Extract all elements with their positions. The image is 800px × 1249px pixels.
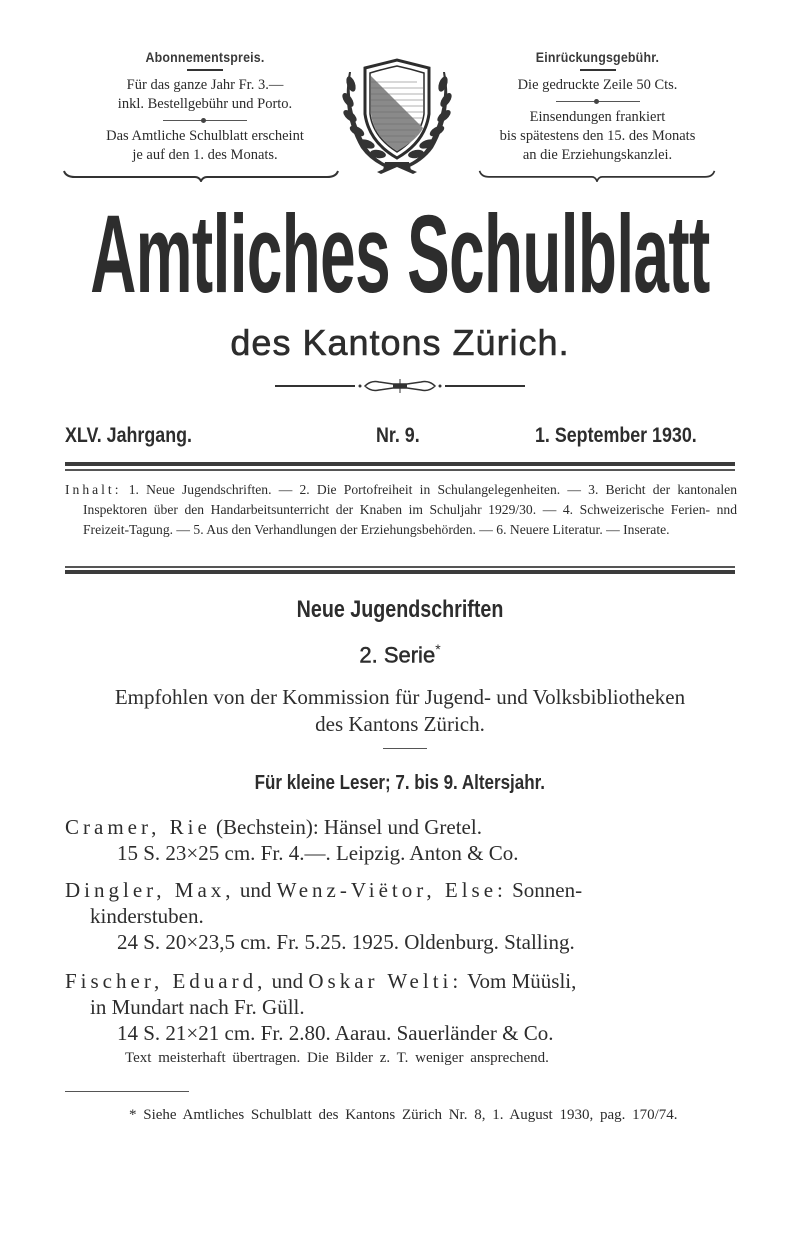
insertion-fee-line: bis spätestens den 15. des Monats bbox=[499, 127, 696, 144]
entry-title: Vom Müüsli, bbox=[462, 969, 577, 993]
entry-title: (Bechstein): Hänsel und Gretel. bbox=[210, 815, 482, 839]
footnote-marker: * bbox=[435, 641, 441, 657]
double-rule-bottom-thin bbox=[65, 566, 735, 568]
insertion-fee-line: an die Erziehungskanzlei. bbox=[522, 146, 673, 163]
book-entry: Fischer, Eduard, und Oskar Welti: Vom Müüsli, in Mundart nach Fr. Güll. 14 S. 21×21 cm. Fr. 2.80. Aarau. Sauerländer & Co. Text meisterhaft übertragen. Die Bilder z. T. weniger ansprechend. bbox=[65, 968, 740, 1070]
entry-details: 14 S. 21×21 cm. Fr. 2.80. Aarau. Sauerländer & Co. bbox=[117, 1021, 554, 1045]
footnote: * Siehe Amtliches Schulblatt des Kantons Zürich Nr. 8, 1. August 1930, pag. 170/74. bbox=[129, 1107, 678, 1123]
article-series: 2. Serie* bbox=[359, 641, 441, 668]
subscription-line: Das Amtliche Schulblatt erscheint bbox=[106, 127, 304, 144]
divider bbox=[383, 748, 427, 749]
contents-label: Inhalt: bbox=[65, 482, 122, 497]
subscription-line: je auf den 1. des Monats. bbox=[132, 146, 278, 163]
recommendation-note: Empfohlen von der Kommission für Jugend- und Volksbibliotheken des Kantons Zürich. bbox=[114, 685, 686, 736]
contents-text: 1. Neue Jugendschriften. — 2. Die Portofreiheit in Schulangelegenheiten. — 3. Bericht der kantonalen Inspektoren über den Handarbeitsunterricht der Knaben im Schuljahr 1929/30. — 4. Schweizerische Ferien- nnd Freizeit-Tagung. — 5. Aus den Verhandlungen der Erziehungsbehörden. — 6. Neuere Literatur. — Inserate. bbox=[83, 482, 737, 537]
entry-author: Fischer, Eduard, bbox=[65, 969, 267, 993]
divider bbox=[580, 69, 616, 71]
ornament-divider bbox=[163, 120, 247, 121]
entry-author: Oskar Welti: bbox=[308, 969, 463, 993]
double-rule-bottom bbox=[65, 570, 735, 574]
entry-title-cont: kinderstuben. bbox=[90, 904, 204, 928]
entry-title: Sonnen- bbox=[506, 878, 583, 902]
entry-details: 15 S. 23×25 cm. Fr. 4.—. Leipzig. Anton & Co. bbox=[117, 841, 519, 865]
entry-title-cont: in Mundart nach Fr. Güll. bbox=[90, 995, 305, 1019]
double-rule-top bbox=[65, 462, 735, 466]
subscription-price-heading: Abonnementspreis. bbox=[145, 50, 265, 65]
entry-author: Dingler, Max, bbox=[65, 878, 235, 902]
insertion-fee-line: Einsendungen frankiert bbox=[529, 108, 666, 125]
issue-date: 1. September 1930. bbox=[535, 424, 697, 447]
table-of-contents bbox=[65, 480, 737, 540]
book-entry bbox=[65, 814, 740, 866]
entry-author: Wenz-Viëtor, Else: bbox=[276, 878, 507, 902]
brace-right bbox=[459, 170, 735, 182]
insertion-fee-box bbox=[450, 48, 745, 165]
flourish-ornament-icon bbox=[275, 378, 525, 394]
insertion-fee-line: Die gedruckte Zeile 50 Cts. bbox=[517, 76, 678, 93]
subscription-price-box bbox=[60, 48, 350, 165]
entry-details: 24 S. 20×23,5 cm. Fr. 5.25. 1925. Oldenburg. Stalling. bbox=[117, 930, 575, 954]
masthead-subtitle: des Kantons Zürich. bbox=[230, 322, 570, 363]
entry-author: Cramer, Rie bbox=[65, 815, 211, 839]
coat-of-arms-icon bbox=[337, 58, 457, 178]
article-title: Neue Jugendschriften bbox=[296, 596, 504, 623]
footnote-divider bbox=[65, 1091, 189, 1092]
masthead-title: Amtliches Schulblatt bbox=[90, 193, 710, 316]
entry-review-note: Text meisterhaft übertragen. Die Bilder z. T. weniger ansprechend. bbox=[125, 1050, 549, 1066]
subscription-line: Für das ganze Jahr Fr. 3.— bbox=[126, 76, 284, 93]
book-entry: Dingler, Max, und Wenz-Viëtor, Else: Sonnen- kinderstuben. 24 S. 20×23,5 cm. Fr. 5.25. 1925. Oldenburg. Stalling. bbox=[65, 877, 740, 955]
divider bbox=[187, 69, 223, 71]
volume-label: XLV. Jahrgang. bbox=[65, 424, 192, 447]
insertion-fee-heading: Einrückungsgebühr. bbox=[535, 50, 660, 65]
issue-number: Nr. 9. bbox=[376, 424, 420, 447]
subscription-line: inkl. Bestellgebühr und Porto. bbox=[117, 95, 293, 112]
ornament-divider bbox=[556, 101, 640, 102]
brace-left bbox=[63, 170, 339, 182]
section-heading: Für kleine Leser; 7. bis 9. Altersjahr. bbox=[254, 772, 546, 794]
double-rule-top-thin bbox=[65, 469, 735, 471]
